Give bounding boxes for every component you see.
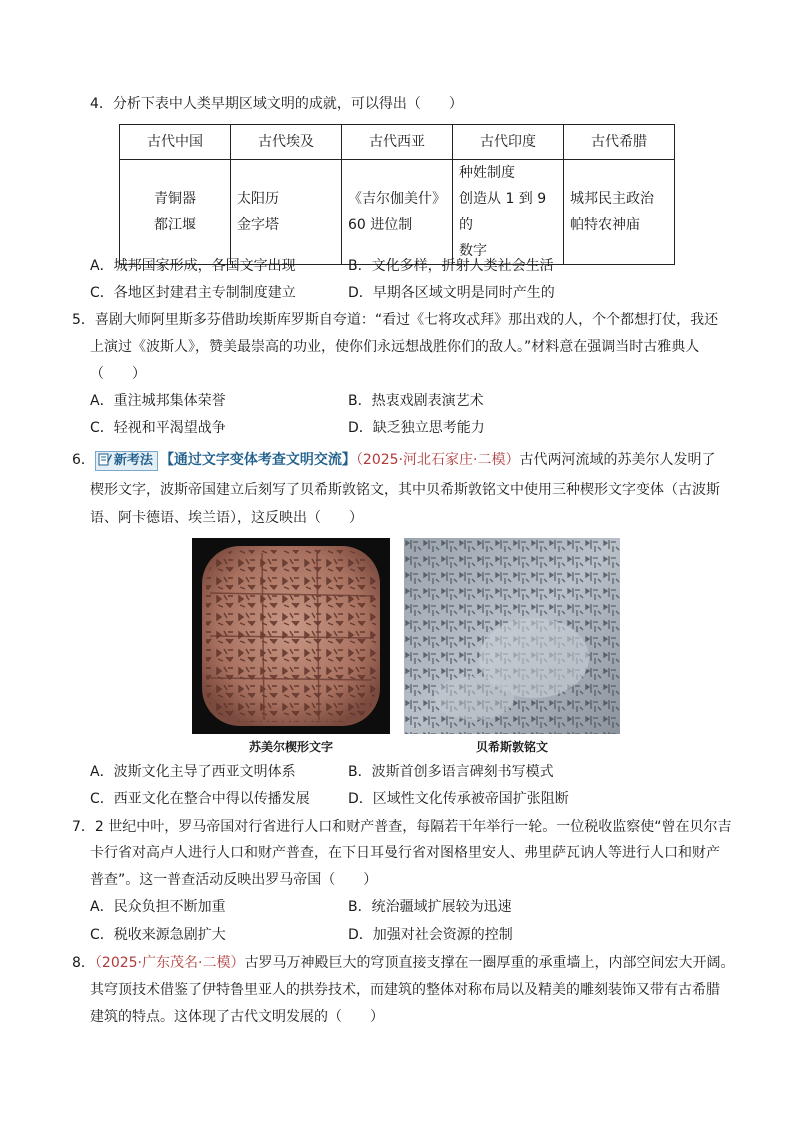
q4-option-a[interactable]: A．城邦国家形成，各国文字出现 xyxy=(90,258,296,274)
table-cell-greece xyxy=(564,160,675,265)
q7-line-3: 普查”。这一普查活动反映出罗马帝国（ ） xyxy=(90,872,378,888)
q8-source: （2025·广东茂名·二模） xyxy=(94,955,245,971)
q6-option-a[interactable]: A．波斯文化主导了西亚文明体系 xyxy=(90,764,296,780)
table-header-cell: 古代希腊 xyxy=(564,125,675,160)
cell-line: 60 进位制 xyxy=(348,217,413,233)
cell-line: 青铜器 xyxy=(154,191,196,207)
table-header-cell: 古代印度 xyxy=(453,125,564,160)
table-header-cell: 古代中国 xyxy=(120,125,231,160)
q5-line-3: （ ） xyxy=(90,366,146,382)
new-method-badge xyxy=(95,451,158,471)
table-cell-china xyxy=(120,160,231,265)
q7-line-1: 7．2 世纪中叶，罗马帝国对行省进行人口和财产普查，每隔若干年举行一轮。一位税收监察使“曾在贝尔吉 xyxy=(72,819,732,835)
cell-line: 帕特农神庙 xyxy=(570,217,640,233)
q7-option-a[interactable]: A．民众负担不断加重 xyxy=(90,899,226,915)
q7-line-2: 卡行省对高卢人进行人口和财产普查，在下日耳曼行省对图格里安人、弗里萨瓦讷人等进行人口和财产 xyxy=(90,845,720,861)
behistun-inscription-graphic xyxy=(404,538,620,734)
q6-line-1 xyxy=(72,450,715,471)
table-cell-west-asia xyxy=(342,160,453,265)
civilization-table xyxy=(119,124,675,265)
table-header-cell: 古代埃及 xyxy=(231,125,342,160)
cell-line: 数字 xyxy=(459,243,487,259)
q8-line-1 xyxy=(72,953,734,973)
q6-line-2: 楔形文字，波斯帝国建立后刻写了贝希斯敦铭文，其中贝希斯敦铭文中使用三种楔形文字变体（古波斯 xyxy=(90,482,720,498)
table-cell-india xyxy=(453,160,564,265)
q6-option-d[interactable]: D．区域性文化传承被帝国扩张阻断 xyxy=(348,791,569,807)
cell-line: 都江堰 xyxy=(154,217,196,233)
q8-line1-rest: 古罗马万神殿巨大的穹顶直接支撑在一圈厚重的承重墙上，内部空间宏大开阔。 xyxy=(244,955,735,971)
q6-source: （2025·河北石家庄·二模） xyxy=(355,452,520,468)
q5-option-c[interactable]: C．轻视和平渴望战争 xyxy=(90,420,226,436)
q8-line-2: 其穹顶技术借鉴了伊特鲁里亚人的拱券技术，而建筑的整体对称布局以及精美的雕刻装饰又带有古希腊 xyxy=(90,982,720,998)
q4-stem: 4．分析下表中人类早期区域文明的成就，可以得出（ ） xyxy=(90,96,463,112)
q4-option-d[interactable]: D．早期各区域文明是同时产生的 xyxy=(348,285,555,301)
q4-option-b[interactable]: B．文化多样，折射人类社会生活 xyxy=(348,258,554,274)
cell-line: 种姓制度 xyxy=(459,165,515,181)
cell-line: 《吉尔伽美什》 xyxy=(348,191,446,207)
q8-number: 8． xyxy=(72,955,95,971)
q5-line-1: 5．喜剧大师阿里斯多芬借助埃斯库罗斯自夸道：“看过《七将攻忒拜》那出戏的人，个个都想打仗，我还 xyxy=(72,312,719,328)
q5-line-2: 上演过《波斯人》，赞美最崇高的功业，使你们永远想战胜你们的敌人。”材料意在强调当时古雅典人 xyxy=(90,339,700,355)
caption-behistun: 贝希斯敦铭文 xyxy=(475,740,548,754)
q5-option-b[interactable]: B．热衷戏剧表演艺术 xyxy=(348,393,484,409)
q6-number: 6． xyxy=(72,452,95,468)
q6-option-c[interactable]: C．西亚文化在整合中得以传播发展 xyxy=(90,791,310,807)
q8-line-3: 建筑的特点。这体现了古代文明发展的（ ） xyxy=(90,1009,384,1025)
q6-line-3: 语、阿卡德语、埃兰语），这反映出（ ） xyxy=(90,510,363,526)
table-header-row xyxy=(120,125,675,160)
table-row xyxy=(120,160,675,265)
q5-option-a[interactable]: A．重注城邦集体荣誉 xyxy=(90,393,226,409)
behistun-inscription-image xyxy=(404,538,620,734)
q4-option-c[interactable]: C．各地区封建君主专制制度建立 xyxy=(90,285,296,301)
q7-option-d[interactable]: D．加强对社会资源的控制 xyxy=(348,927,513,943)
q6-topic: 【通过文字变体考查文明交流】 xyxy=(159,452,356,468)
cell-line: 城邦民主政治 xyxy=(570,191,654,207)
sumerian-tablet-graphic xyxy=(192,538,390,734)
table-cell-egypt xyxy=(231,160,342,265)
q6-line1-rest: 古代两河流域的苏美尔人发明了 xyxy=(519,452,716,468)
q6-option-b[interactable]: B．波斯首创多语言碑刻书写模式 xyxy=(348,764,554,780)
caption-sumerian: 苏美尔楔形文字 xyxy=(248,740,333,754)
q7-option-c[interactable]: C．税收来源急剧扩大 xyxy=(90,927,226,943)
badge-label: 新考法 xyxy=(113,453,153,468)
cell-line: 金字塔 xyxy=(237,217,279,233)
cell-line: 太阳历 xyxy=(237,191,279,207)
sumerian-tablet-image xyxy=(192,538,390,734)
q7-option-b[interactable]: B．统治疆域扩展较为迅速 xyxy=(348,899,512,915)
q5-option-d[interactable]: D．缺乏独立思考能力 xyxy=(348,420,485,436)
cell-line: 创造从 1 到 9 的 xyxy=(459,191,547,233)
pencil-note-icon xyxy=(98,452,112,466)
table-header-cell: 古代西亚 xyxy=(342,125,453,160)
